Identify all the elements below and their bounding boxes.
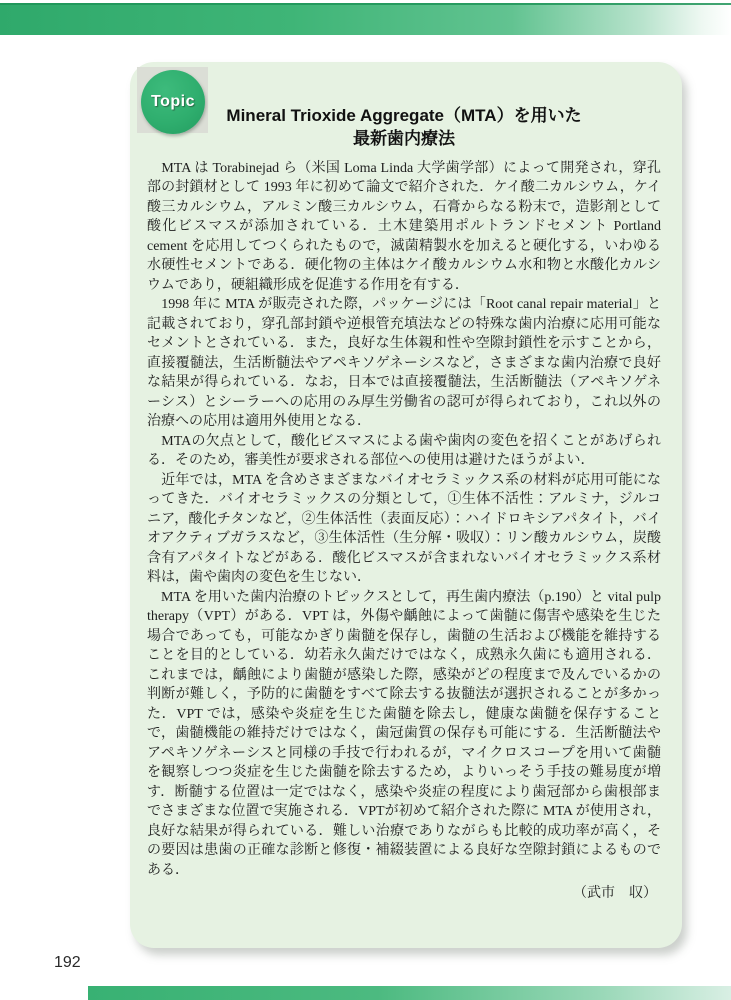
page-number: 192 xyxy=(54,954,81,971)
body-paragraph: 1998 年に MTA が販売された際，パッケージには「Root canal repair material」と記載されており，穿孔部封鎖や逆根管充填法などの特殊な歯内治療に応用可能なセメントとされている．また，良好な生体親和性や空隙封鎖性を示すことから，直接覆髄法，生活断髄法やアペキソゲネーシスなど，さまざまな歯内治療で良好な結果が得られている．なお，日本では直接覆髄法，生活断髄法（アペキソゲネーシス）とシーラーへの応用のみ厚生労働省の認可が得られており，これ以外の治療への応用は適用外使用となる． xyxy=(147,297,661,430)
body-paragraph: MTAの欠点として，酸化ビスマスによる歯や歯肉の変色を招くことがあげられる．そのため，審美性が要求される部位への使用は避けたほうがよい． xyxy=(147,433,661,469)
topic-badge-icon xyxy=(141,70,205,134)
topic-title xyxy=(147,105,661,151)
topic-badge-label: Topic xyxy=(151,93,195,110)
topic-title-line2: 最新歯内療法 xyxy=(353,128,455,148)
top-green-gradient-bar xyxy=(0,3,731,35)
topic-body xyxy=(147,159,661,881)
body-paragraph: MTA は Torabinejad ら（米国 Loma Linda 大学歯学部）によって開発され，穿孔部の封鎖材として 1993 年に初めて論文で紹介された．ケイ酸二カルシウム，ケイ酸三カルシウム，アルミン酸三カルシウム，石膏からなる粉末で，造影剤として酸化ビスマスが添加されている．土木建築用ポルトランドセメント Portland cement を応用してつくられたもので，滅菌精製水を加えると硬化する，いわゆる水硬性セメントである．硬化物の主体はケイ酸カルシウム水和物と水酸化カルシウムであり，硬組織形成を促進する作用を有する． xyxy=(147,160,661,293)
topic-panel xyxy=(130,62,682,948)
topic-title-line1: Mineral Trioxide Aggregate（MTA）を用いた xyxy=(226,106,582,125)
body-paragraph: MTA を用いた歯内治療のトピックスとして，再生歯内療法（p.190）と vital pulp therapy（VPT）がある．VPT は，外傷や齲蝕によって歯髄に傷害や感染を生じた場合であっても，可能なかぎり歯髄を保存し，歯髄の生活および機能を維持することを目的としている．幼若永久歯だけではなく，成熟永久歯にも適用される．これまでは，齲蝕により歯髄が感染した際，感染がどの程度まで及んでいるかの判断が難しく，予防的に歯髄をすべて除去する抜髄法が選択されることが多かった．VPT では，感染や炎症を生じた歯髄を除去し，健康な歯髄を保存することで，歯髄機能の維持だけではなく，歯冠歯質の保存も可能にする．生活断髄法やアペキソゲネーシスと同様の手技で行われるが，マイクロスコープを用いて歯髄を観察しつつ炎症を生じた歯髄を除去するため，よりいっそう手技の難易度が増す．断髄する位置は一定ではなく，感染や炎症の程度により歯冠部から歯根部までさまざまな位置で実施される．VPTが初めて紹介された際に MTA が使用され，良好な結果が得られている．難しい治療でありながらも比較的成功率が高く，その要因は患歯の正確な診断と修復・補綴装置による良好な空隙封鎖によるものである． xyxy=(147,589,661,878)
author-credit: （武市 収） xyxy=(573,886,657,902)
body-paragraph: 近年では，MTA を含めさまざまなバイオセラミックス系の材料が応用可能になってきた．バイオセラミックスの分類として，①生体不活性：アルミナ，ジルコニア，酸化チタンなど，②生体活性（表面反応）：ハイドロキシアパタイト，バイオアクティブガラスなど，③生体活性（生分解・吸収）：リン酸カルシウム，炭酸含有アパタイトなどがある．酸化ビスマスが含まれないバイオセラミックス系材料は，歯や歯肉の変色を生じない． xyxy=(147,472,661,586)
bottom-green-gradient-bar xyxy=(88,986,731,1000)
